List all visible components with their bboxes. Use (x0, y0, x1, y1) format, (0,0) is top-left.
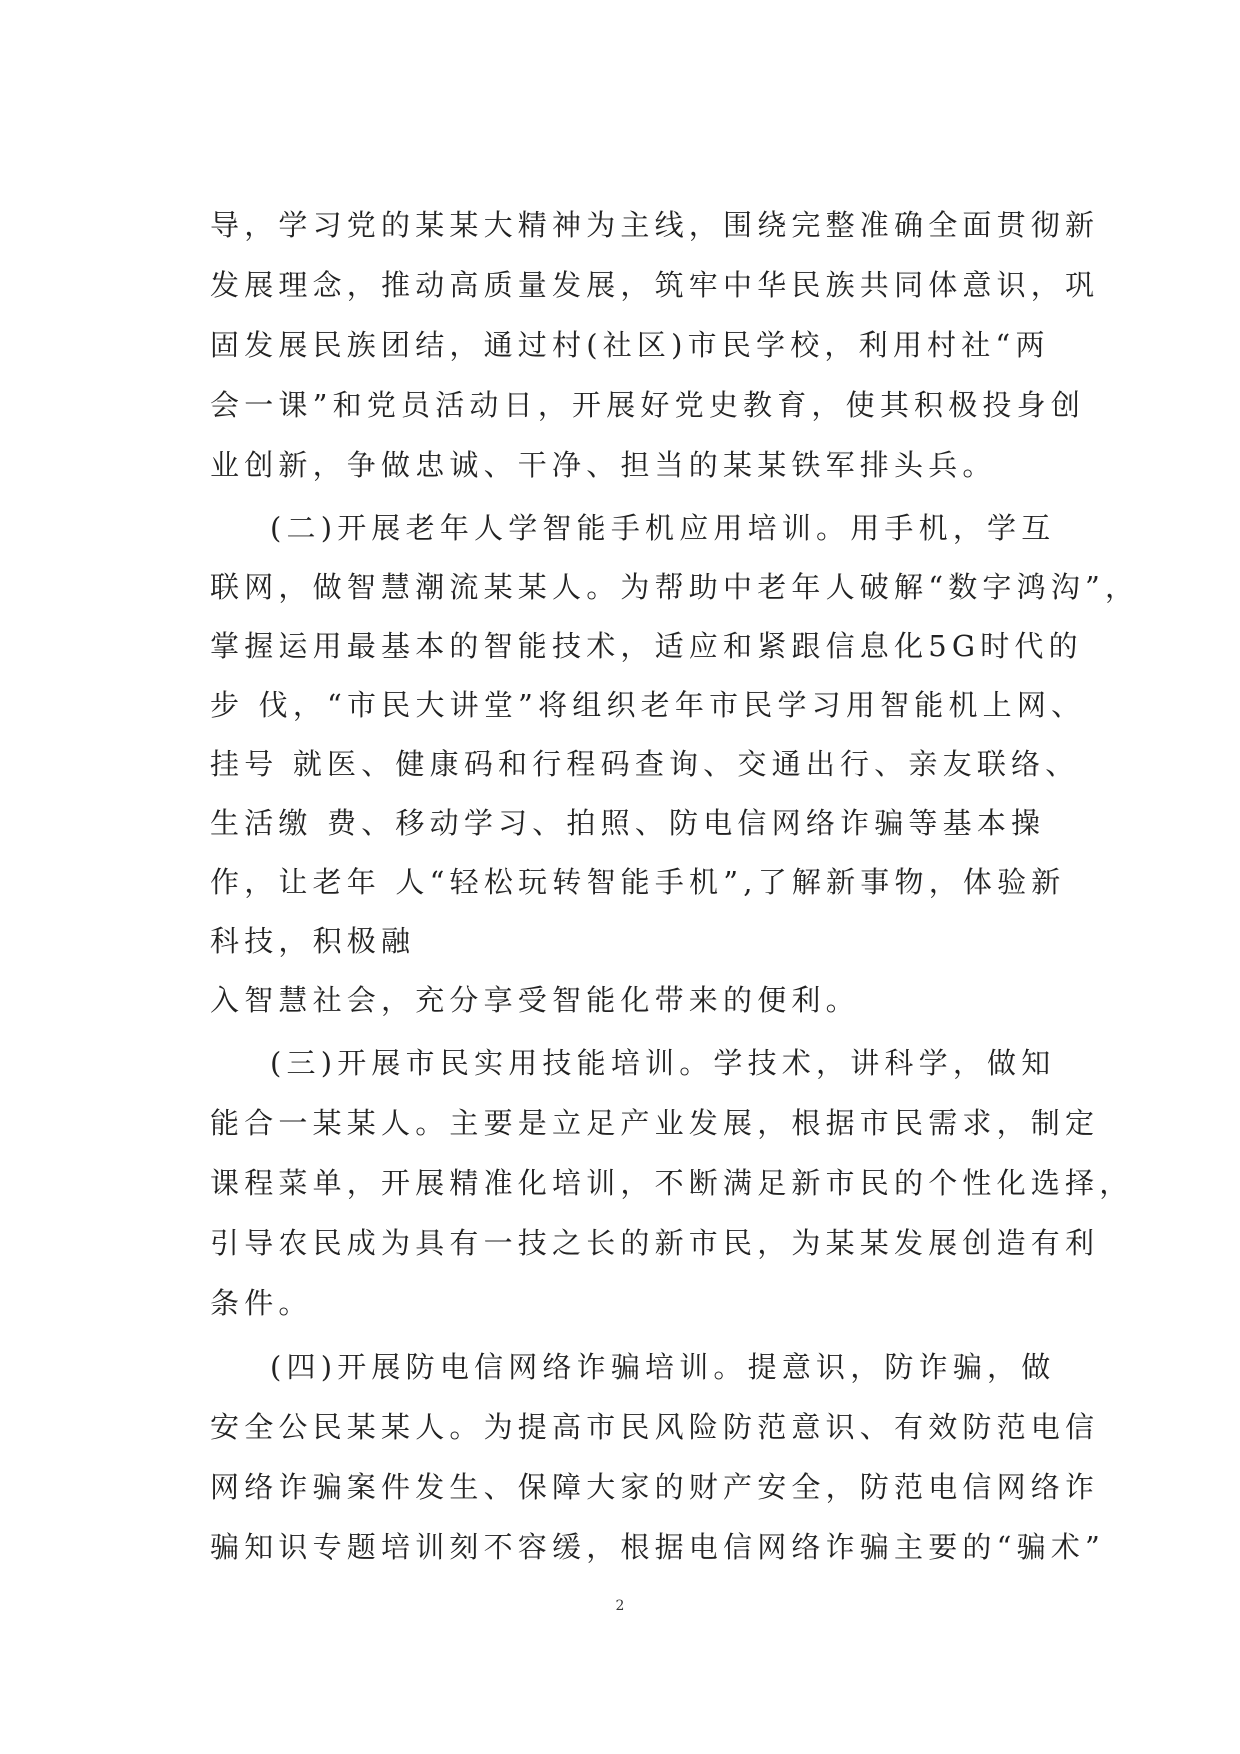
text-line: 掌握运用最基本的智能技术，适应和紧跟信息化5G时代的 (210, 629, 1083, 663)
text-line: 固发展民族团结，通过村(社区)市民学校，利用村社“两 (210, 328, 1050, 362)
text-line: 导，学习党的某某大精神为主线，围绕完整准确全面贯彻新 (210, 208, 1100, 242)
text-line: 骗知识专题培训刻不容缓，根据电信网络诈骗主要的“骗术” (210, 1530, 1106, 1564)
text-line: 安全公民某某人。为提高市民风险防范意识、有效防范电信 (210, 1410, 1100, 1444)
text-line: (三)开展市民实用技能培训。学技术，讲科学，做知 (270, 1046, 1056, 1080)
text-line: 作，让老年 人“轻松玩转智能手机”,了解新事物，体验新 (210, 865, 1066, 899)
text-line: 联网，做智慧潮流某某人。为帮助中老年人破解“数字鸿沟”， (210, 570, 1140, 604)
text-line: 入智慧社会，充分享受智能化带来的便利。 (210, 983, 860, 1017)
text-line: 能合一某某人。主要是立足产业发展，根据市民需求，制定 (210, 1106, 1100, 1140)
text-line: 引导农民成为具有一技之长的新市民，为某某发展创造有利 (210, 1226, 1100, 1260)
page-number: 2 (615, 1598, 625, 1614)
text-line: 挂号 就医、健康码和行程码查询、交通出行、亲友联络、 (210, 747, 1080, 781)
text-line: 科技，积极融 (210, 924, 416, 958)
text-line: 网络诈骗案件发生、保障大家的财产安全，防范电信网络诈 (210, 1470, 1100, 1504)
text-line: 会一课”和党员活动日，开展好党史教育，使其积极投身创 (210, 388, 1086, 422)
text-line: 业创新，争做忠诚、干净、担当的某某铁军排头兵。 (210, 448, 997, 482)
text-line: (二)开展老年人学智能手机应用培训。用手机，学互 (270, 511, 1056, 545)
text-line: 课程菜单，开展精准化培训，不断满足新市民的个性化选择， (210, 1166, 1134, 1200)
text-line: 生活缴 费、移动学习、拍照、防电信网络诈骗等基本操 (210, 806, 1046, 840)
text-line: (四)开展防电信网络诈骗培训。提意识，防诈骗，做 (270, 1350, 1056, 1384)
text-line: 发展理念，推动高质量发展，筑牢中华民族共同体意识，巩 (210, 268, 1100, 302)
text-line: 条件。 (210, 1286, 313, 1320)
text-line: 步 伐，“市民大讲堂”将组织老年市民学习用智能机上网、 (210, 688, 1086, 722)
